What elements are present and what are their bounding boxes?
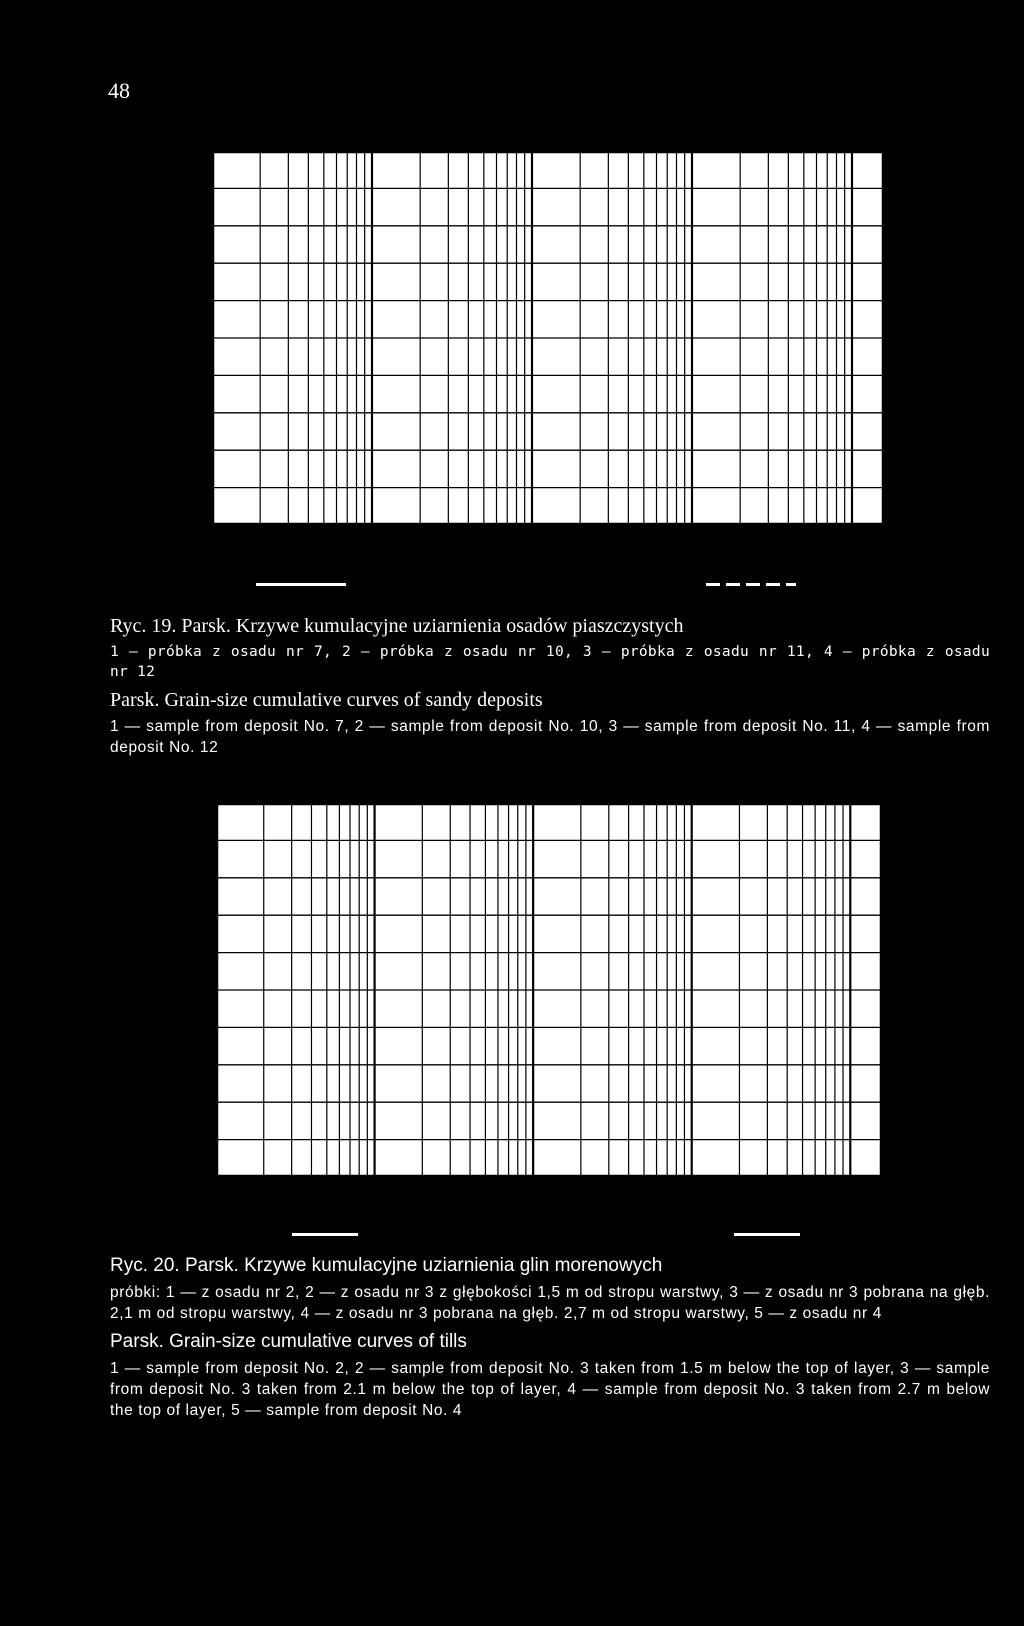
figure-19-caption <box>110 614 990 764</box>
figure-20-caption <box>110 1254 990 1427</box>
figure-20-caption-en-legend: 1 — sample from deposit No. 2, 2 — sample from deposit No. 3 taken from 1.5 m below the top of layer, 3 — sample from deposit No. 3 taken from 2.1 m below the top of layer, 4 — sample from deposit No. 3 taken from 2.7 m below the top of layer, 5 — sample from deposit No. 4 <box>110 1360 990 1419</box>
page-number: 48 <box>108 78 130 103</box>
figure-19-caption-pl-legend: 1 — próbka z osadu nr 7, 2 — próbka z osadu nr 10, 3 — próbka z osadu nr 11, 4 — próbka z osadu nr 12 <box>110 644 990 680</box>
figure-20-graph <box>216 803 882 1177</box>
figure-19-graph <box>212 151 884 525</box>
figure-19-caption-en-title: Parsk. Grain-size cumulative curves of sandy deposits <box>110 689 543 711</box>
figure-19-grid <box>212 151 884 525</box>
figure-20-grid <box>216 803 882 1177</box>
figure-20-legend-line-b <box>734 1233 800 1236</box>
figure-20-caption-en-title: Parsk. Grain-size cumulative curves of tills <box>110 1331 467 1352</box>
figure-20-caption-pl-title: Ryc. 20. Parsk. Krzywe kumulacyjne uziarnienia glin morenowych <box>110 1255 663 1276</box>
figure-19-caption-pl-title: Ryc. 19. Parsk. Krzywe kumulacyjne uziarnienia osadów piaszczystych <box>110 615 684 637</box>
figure-19-caption-en-legend: 1 — sample from deposit No. 7, 2 — sample from deposit No. 10, 3 — sample from deposit No. 11, 4 — sample from deposit No. 12 <box>110 718 990 756</box>
figure-20-caption-pl-legend: próbki: 1 — z osadu nr 2, 2 — z osadu nr 3 z głębokości 1,5 m od stropu warstwy, 3 — z osadu nr 3 pobrana na głęb. 2,1 m od stropu warstwy, 4 — z osadu nr 3 pobrana na głęb. 2,7 m od stropu warstwy, 5 — z osadu nr 4 <box>110 1284 990 1322</box>
figure-20-legend-line-a <box>292 1233 358 1236</box>
figure-19-legend-solid-line <box>256 583 346 586</box>
figure-19-legend-dashed-line <box>706 583 796 586</box>
